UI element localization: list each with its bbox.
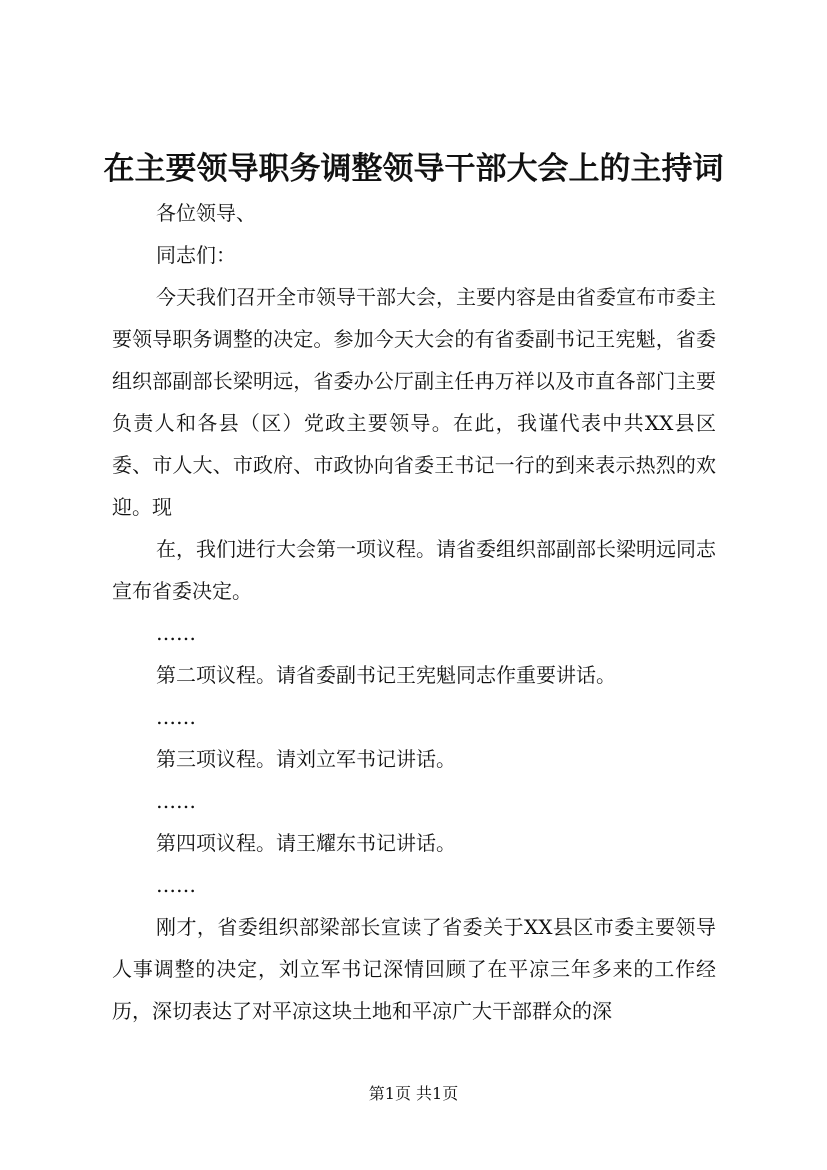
- salutation-line: 同志们：: [156, 243, 236, 267]
- page-footer: 第1页 共1页: [368, 1084, 459, 1103]
- body-paragraph: 刚才，省委组织部梁部长宣读了省委关于XX县区市委主要领导人事调整的决定，刘立军书记深情回顾了在平凉三年多来的工作经历，深切表达了对平凉这块土地和平凉广大干部群众的深: [112, 915, 716, 1023]
- document-body: [112, 192, 716, 1032]
- body-paragraph: 第三项议程。请刘立军书记讲话。: [156, 747, 456, 771]
- ellipsis-line: ……: [156, 789, 196, 813]
- ellipsis-line: ……: [156, 621, 196, 645]
- body-paragraph: 在，我们进行大会第一项议程。请省委组织部副部长梁明远同志宣布省委决定。: [112, 537, 716, 603]
- salutation-line: 各位领导、: [156, 201, 256, 225]
- body-paragraph: 第二项议程。请省委副书记王宪魁同志作重要讲话。: [156, 663, 616, 687]
- body-paragraph: 今天我们召开全市领导干部大会，主要内容是由省委宣布市委主要领导职务调整的决定。参加今天大会的有省委副书记王宪魁，省委组织部副部长梁明远，省委办公厅副主任冉万祥以及市直各部门主要负责人和各县（区）党政主要领导。在此，我谨代表中共XX县区委、市人大、市政府、市政协向省委王书记一行的到来表示热烈的欢迎。现: [112, 285, 716, 519]
- ellipsis-line: ……: [156, 705, 196, 729]
- body-paragraph: 第四项议程。请王耀东书记讲话。: [156, 831, 456, 855]
- ellipsis-line: ……: [156, 873, 196, 897]
- document-title: 在主要领导职务调整领导干部大会上的主持词: [103, 151, 724, 187]
